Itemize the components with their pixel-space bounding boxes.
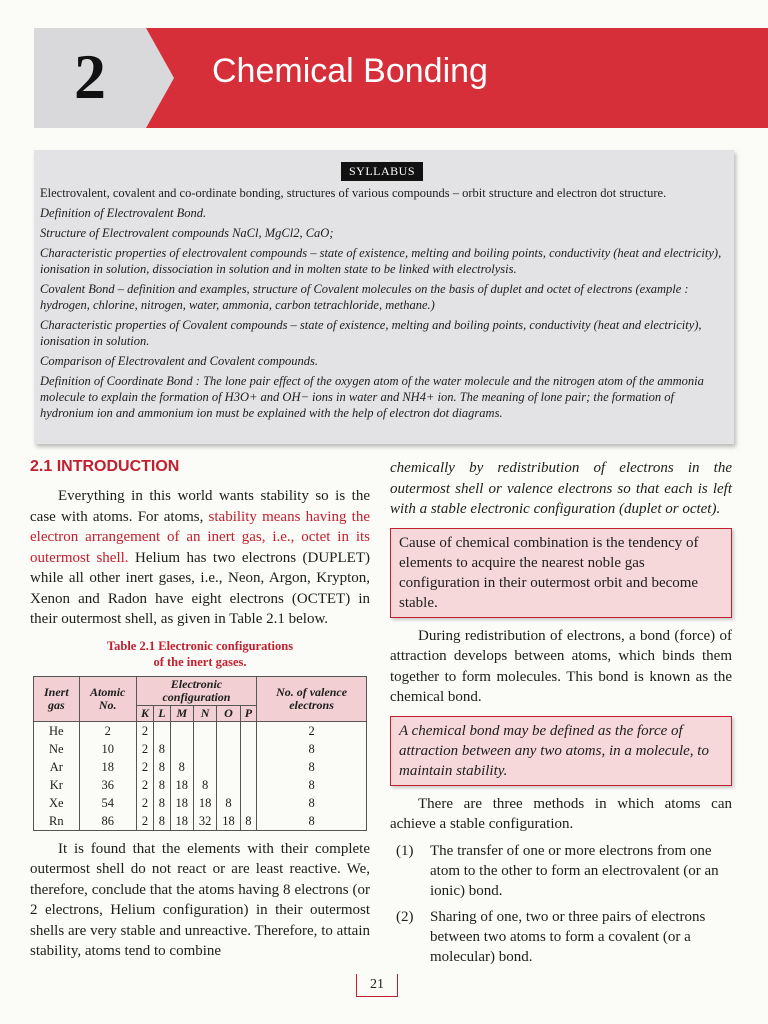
table-cell: 8 <box>257 812 367 831</box>
syllabus-badge: SYLLABUS <box>341 162 423 181</box>
chapter-arrow-shape <box>146 28 174 128</box>
left-column <box>30 458 370 962</box>
table-cell: 8 <box>154 812 170 831</box>
list-text: The transfer of one or more electrons from one atom to the other to form an electrovalent (or an ionic) bond. <box>430 842 719 899</box>
table-cell <box>217 740 240 758</box>
syllabus-item: Definition of Electrovalent Bond. <box>40 206 207 220</box>
table-cell <box>193 721 216 740</box>
list-number: (1) <box>396 842 414 859</box>
syllabus-item: Electrovalent, covalent and co-ordinate bonding, structures of various compounds – orbit structure and electron dot structure. <box>40 186 667 200</box>
table-caption-line: of the inert gases. <box>153 654 247 669</box>
table-cell: 8 <box>240 812 256 831</box>
continued-paragraph: chemically by redistribution of electrons in the outermost shell or valence electrons so that each is left with a stable electronic configuration (duplet or octet). <box>390 460 732 517</box>
table-cell: 32 <box>193 812 216 831</box>
header-shell: N <box>193 705 216 721</box>
table-cell: 8 <box>217 794 240 812</box>
table-cell: 18 <box>193 794 216 812</box>
methods-list <box>390 841 732 967</box>
intro-text-a: Everything in this world wants stability so is the case with atoms. For atoms, <box>30 488 370 525</box>
table-cell: 86 <box>79 812 136 831</box>
table-cell: 18 <box>170 776 193 794</box>
redistribution-paragraph: During redistribution of electrons, a bond (force) of attraction develops between atoms, which binds them together to form molecules. This bond is known as the chemical bond. <box>390 627 732 705</box>
table-cell: 8 <box>154 794 170 812</box>
syllabus-item: Characteristic properties of Covalent compounds – state of existence, melting and boiling points, conductivity (heat and electricity), ionisation in solution. <box>40 318 702 348</box>
header-atomic-no: Atomic No. <box>79 676 136 721</box>
table-cell: He <box>34 721 80 740</box>
table-cell <box>240 740 256 758</box>
table-cell: 18 <box>170 812 193 831</box>
table-caption <box>30 638 370 670</box>
table-row <box>34 794 367 812</box>
table-cell <box>193 740 216 758</box>
electronic-config-table <box>33 676 367 831</box>
table-cell <box>217 758 240 776</box>
list-item <box>390 907 732 967</box>
methods-paragraph: There are three methods in which atoms can achieve a stable configuration. <box>390 795 732 832</box>
table-cell: 2 <box>79 721 136 740</box>
header-shell: L <box>154 705 170 721</box>
table-cell <box>170 740 193 758</box>
table-cell: 8 <box>154 758 170 776</box>
table-cell: 8 <box>257 740 367 758</box>
syllabus-item: Structure of Electrovalent compounds NaCl, MgCl2, CaO; <box>40 226 334 240</box>
table-cell: 2 <box>136 758 153 776</box>
list-number: (2) <box>396 908 414 925</box>
table-row <box>34 776 367 794</box>
table-cell <box>154 721 170 740</box>
table-cell: 2 <box>136 794 153 812</box>
table-cell: 8 <box>193 776 216 794</box>
table-cell: 10 <box>79 740 136 758</box>
table-cell <box>240 794 256 812</box>
definition-box: A chemical bond may be defined as the force of attraction between any two atoms, in a molecule, to maintain stability. <box>390 716 732 786</box>
table-cell: Ar <box>34 758 80 776</box>
table-cell: 8 <box>257 794 367 812</box>
header-config: Electronic configuration <box>136 676 256 705</box>
table-cell <box>240 721 256 740</box>
table-cell: 2 <box>136 812 153 831</box>
table-row <box>34 721 367 740</box>
intro-paragraph <box>30 486 370 630</box>
header-shell: O <box>217 705 240 721</box>
cause-box: Cause of chemical combination is the tendency of elements to acquire the nearest noble gas configuration in their outermost orbit and become stable. <box>390 528 732 618</box>
header-shell: K <box>136 705 153 721</box>
chapter-title: Chemical Bonding <box>212 52 488 90</box>
table-row <box>34 812 367 831</box>
table-cell <box>240 758 256 776</box>
table-cell <box>217 721 240 740</box>
table-cell: 18 <box>217 812 240 831</box>
syllabus-item: Characteristic properties of electrovalent compounds – state of existence, melting and boiling points, conductivity (heat and electricity), ionisation in solution, dissociation in solution and in molten state to be linked with electrolysis. <box>40 246 722 276</box>
section-heading: 2.1 INTRODUCTION <box>30 458 180 475</box>
syllabus-item: Covalent Bond – definition and examples, structure of Covalent molecules on the basis of duplet and octet of electrons (example : hydrogen, chlorine, nitrogen, water, ammonia, carbon tetrachloride, methane.) <box>40 282 689 312</box>
table-row <box>34 758 367 776</box>
table-row <box>34 740 367 758</box>
table-cell: 8 <box>154 776 170 794</box>
intro-text-b: Helium has two electrons (DUPLET) while all other inert gases, i.e., Neon, Argon, Krypton, Xenon and Radon have eight electrons (OCTET) in their outermost shell, as given in Table 2.1 below. <box>30 549 370 627</box>
table-cell: 8 <box>170 758 193 776</box>
table-cell: Rn <box>34 812 80 831</box>
list-text: Sharing of one, two or three pairs of electrons between two atoms to form a covalent (or a molecular) bond. <box>430 908 706 965</box>
chapter-number: 2 <box>74 41 106 112</box>
syllabus-box <box>34 150 734 444</box>
table-cell <box>240 776 256 794</box>
table-cell: 2 <box>136 776 153 794</box>
table-cell: Xe <box>34 794 80 812</box>
page-number: 21 <box>356 974 398 997</box>
table-cell <box>170 721 193 740</box>
header-shell: P <box>240 705 256 721</box>
header-inert-gas: Inert gas <box>34 676 80 721</box>
table-cell <box>193 758 216 776</box>
syllabus-item: Definition of Coordinate Bond : The lone pair effect of the oxygen atom of the water molecule and the nitrogen atom of the ammonia molecule to explain the formation of H3O+ and OH− ions in water and NH4+ ion. The meaning of lone pair; the formation of hydronium ion and ammonium ion must be explained with the help of electron dot diagrams. <box>40 374 704 420</box>
table-cell: 2 <box>136 740 153 758</box>
header-shell: M <box>170 705 193 721</box>
table-cell: Ne <box>34 740 80 758</box>
table-caption-line: Table 2.1 Electronic configurations <box>106 638 294 653</box>
table-cell: 8 <box>154 740 170 758</box>
header-valence: No. of valence electrons <box>257 676 367 721</box>
right-column <box>390 458 732 973</box>
conclusion-paragraph: It is found that the elements with their complete outermost shell do not react or are least reactive. We, therefore, conclude that the atoms having 8 electrons (or 2 electrons, Helium configuration) in their outermost shells are very stable and unreactive. Therefore, to attain stability, atoms tend to combine <box>30 840 370 959</box>
table-cell: 54 <box>79 794 136 812</box>
table-cell: 18 <box>79 758 136 776</box>
table-cell: 8 <box>257 776 367 794</box>
table-cell: 18 <box>170 794 193 812</box>
syllabus-item: Comparison of Electrovalent and Covalent compounds. <box>40 354 318 368</box>
table-cell: 36 <box>79 776 136 794</box>
table-cell <box>217 776 240 794</box>
table-cell: 8 <box>257 758 367 776</box>
stability-highlight: stability means having the electron arrangement of an inert gas, i.e., octet in its outermost shell. <box>30 508 370 566</box>
table-cell: Kr <box>34 776 80 794</box>
table-cell: 2 <box>136 721 153 740</box>
table-cell: 2 <box>257 721 367 740</box>
list-item <box>390 841 732 901</box>
